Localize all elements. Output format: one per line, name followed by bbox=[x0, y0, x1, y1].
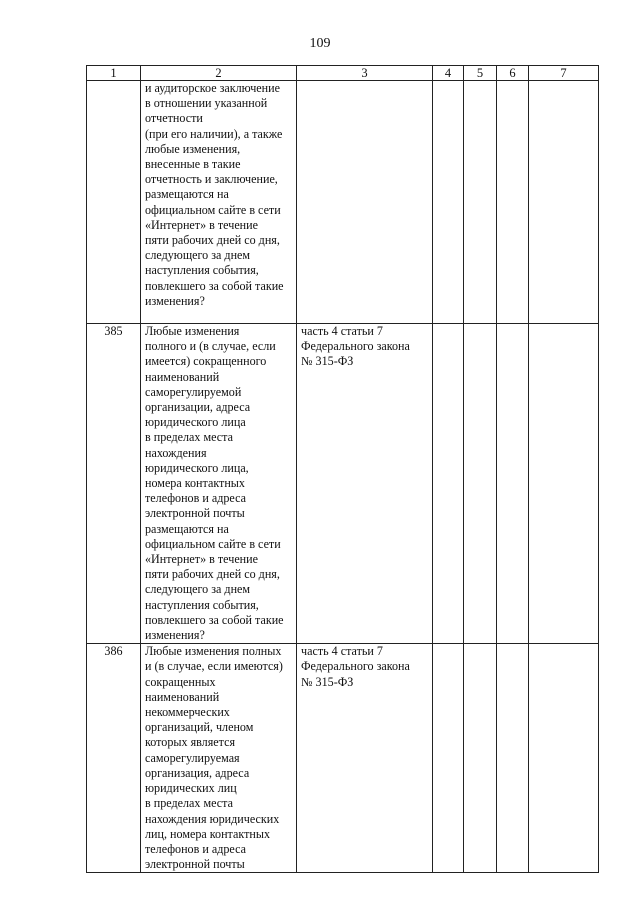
table-row bbox=[87, 324, 599, 644]
answer-cell-col6 bbox=[497, 81, 529, 324]
answer-cell-col7 bbox=[529, 644, 599, 873]
column-header: 6 bbox=[497, 66, 529, 81]
answer-cell-col5 bbox=[464, 81, 497, 324]
answer-cell-col4 bbox=[433, 324, 464, 644]
table-header-row bbox=[87, 66, 599, 81]
answer-cell-col7 bbox=[529, 81, 599, 324]
answer-cell-col7 bbox=[529, 324, 599, 644]
table-row bbox=[87, 644, 599, 873]
page-number: 109 bbox=[309, 36, 331, 51]
row-number: 386 bbox=[87, 644, 141, 873]
column-header: 2 bbox=[141, 66, 297, 81]
answer-cell-col4 bbox=[433, 81, 464, 324]
column-header: 5 bbox=[464, 66, 497, 81]
requirement-text: Любые изменения полного и (в случае, если имеется) сокращенного наименований саморегулируемой организации, адреса юридического лица в пределах места нахождения юридического лица, номера контактных телефонов и адреса электронной почты размещаются на официальном сайте в сети «Интернет» в течение пяти рабочих дней со дня, следующего за днем наступления события, повлекшего за собой такие изменения? bbox=[141, 324, 297, 644]
answer-cell-col4 bbox=[433, 644, 464, 873]
row-number: 385 bbox=[87, 324, 141, 644]
answer-cell-col5 bbox=[464, 324, 497, 644]
column-header: 4 bbox=[433, 66, 464, 81]
requirement-text: и аудиторское заключение в отношении указанной отчетности (при его наличии), а также любые изменения, внесенные в такие отчетность и заключение, размещаются на официальном сайте в сети «Интернет» в течение пяти рабочих дней со дня, следующего за днем наступления события, повлекшего за собой такие изменения? bbox=[141, 81, 297, 324]
row-number bbox=[87, 81, 141, 324]
answer-cell-col5 bbox=[464, 644, 497, 873]
answer-cell-col6 bbox=[497, 324, 529, 644]
requirement-text: Любые изменения полных и (в случае, если имеются) сокращенных наименований некоммерческих организаций, членом которых является саморегулируемая организация, адреса юридических лиц в пределах места нахождения юридических лиц, номера контактных телефонов и адреса электронной почты bbox=[141, 644, 297, 873]
checklist-table bbox=[86, 65, 599, 873]
column-header: 3 bbox=[297, 66, 433, 81]
legal-reference: часть 4 статьи 7 Федерального закона № 315-ФЗ bbox=[297, 644, 433, 873]
legal-reference bbox=[297, 81, 433, 324]
table-row bbox=[87, 81, 599, 324]
answer-cell-col6 bbox=[497, 644, 529, 873]
column-header: 7 bbox=[529, 66, 599, 81]
column-header: 1 bbox=[87, 66, 141, 81]
legal-reference: часть 4 статьи 7 Федерального закона № 315-ФЗ bbox=[297, 324, 433, 644]
